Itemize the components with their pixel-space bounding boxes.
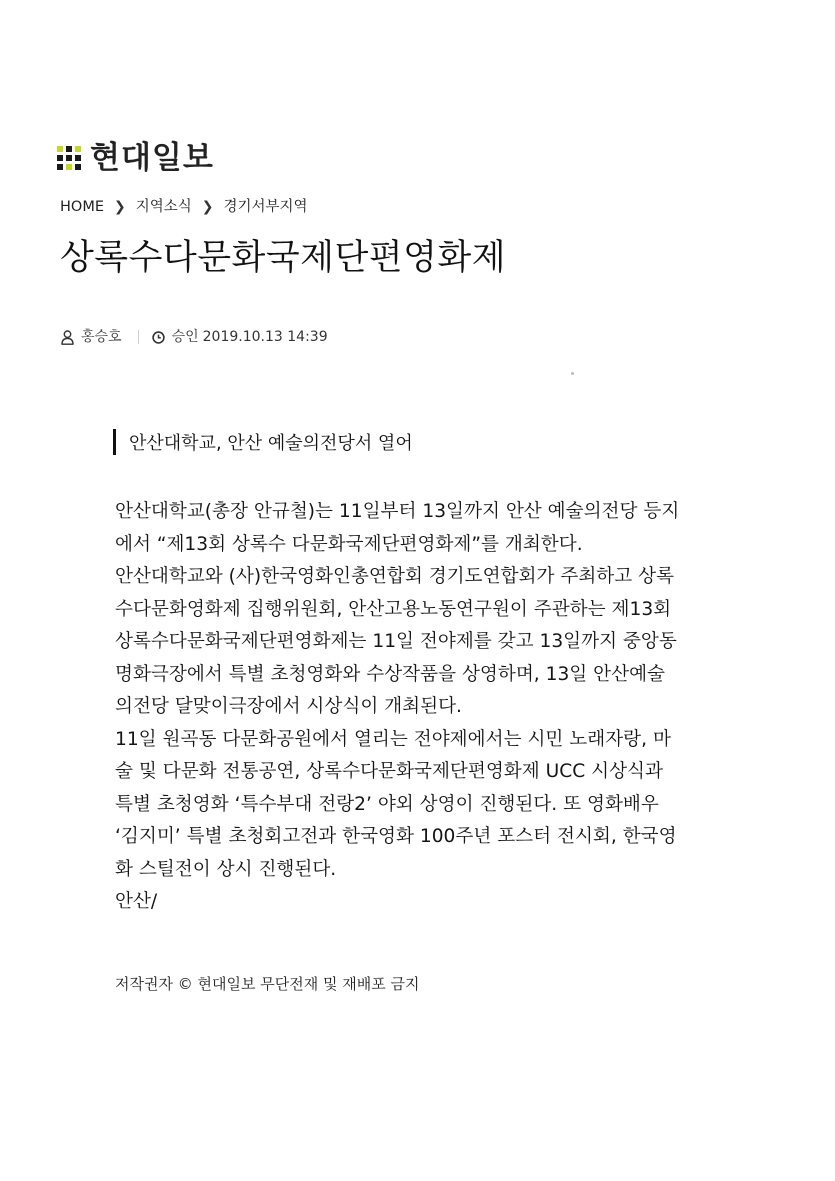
chevron-right-icon: ❯ <box>114 199 126 215</box>
body-line: 화 스틸전이 상시 진행된다. <box>115 858 337 880</box>
chevron-right-icon: ❯ <box>201 199 214 215</box>
article-author[interactable]: 홍승호 <box>81 329 122 345</box>
subheadline-bar <box>113 429 116 455</box>
breadcrumb-home[interactable]: HOME <box>60 199 104 215</box>
breadcrumb <box>60 196 308 218</box>
body-line: 안산대학교(총장 안규철)는 11일부터 13일까지 안산 예술의전당 등지 <box>115 501 680 522</box>
person-icon <box>61 330 74 345</box>
body-line: 수다문화영화제 집행위원회, 안산고용노동연구원이 주관하는 제13회 <box>115 598 672 620</box>
body-line: 안산대학교와 (사)한국영화인총연합회 경기도연합회가 주최하고 상록 <box>115 566 675 587</box>
article-subheadline <box>113 427 413 457</box>
subheadline-text: 안산대학교, 안산 예술의전당서 열어 <box>129 433 413 454</box>
body-line: 안산/ <box>115 891 158 912</box>
approved-label: 승인 <box>171 329 199 345</box>
meta-divider <box>138 330 139 344</box>
site-name: 현대일보 <box>90 140 214 176</box>
article-body <box>115 496 730 919</box>
body-line: 11일 원곡동 다문화공원에서 열리는 전야제에서는 시민 노래자랑, 마 <box>115 728 671 750</box>
body-line: ‘김지미’ 특별 초청회고전과 한국영화 100주년 포스터 전시회, 한국영 <box>115 826 677 847</box>
article-title: 상록수다문화국제단편영화제 <box>60 238 507 278</box>
body-line: 에서 “제13회 상록수 다문화국제단편영화제”를 개최한다. <box>115 533 583 555</box>
body-line: 술 및 다문화 전통공연, 상록수다문화국제단편영화제 UCC 시상식과 <box>115 761 663 782</box>
grid-logo-icon <box>57 146 81 170</box>
body-line: 명화극장에서 특별 초청영화와 수상작품을 상영하며, 13일 안산예술 <box>115 663 665 685</box>
body-line: 특별 초청영화 ‘특수부대 전랑2’ 야외 상영이 진행된다. 또 영화배우 <box>115 793 659 815</box>
breadcrumb-gyeonggi-west[interactable]: 경기서부지역 <box>223 199 308 215</box>
approved-datetime: 2019.10.13 14:39 <box>202 329 328 345</box>
article-meta <box>61 326 328 348</box>
clock-icon <box>152 331 165 344</box>
site-logo[interactable] <box>57 138 214 178</box>
copyright-notice: 저작권자 © 현대일보 무단전재 및 재배포 금지 <box>115 975 420 993</box>
scan-speck <box>571 372 574 375</box>
breadcrumb-local-news[interactable]: 지역소식 <box>135 199 192 215</box>
body-line: 의전당 달맞이극장에서 시상식이 개최된다. <box>115 696 462 717</box>
body-line: 상록수다문화국제단편영화제는 11일 전야제를 갖고 13일까지 중앙동 <box>115 631 677 652</box>
